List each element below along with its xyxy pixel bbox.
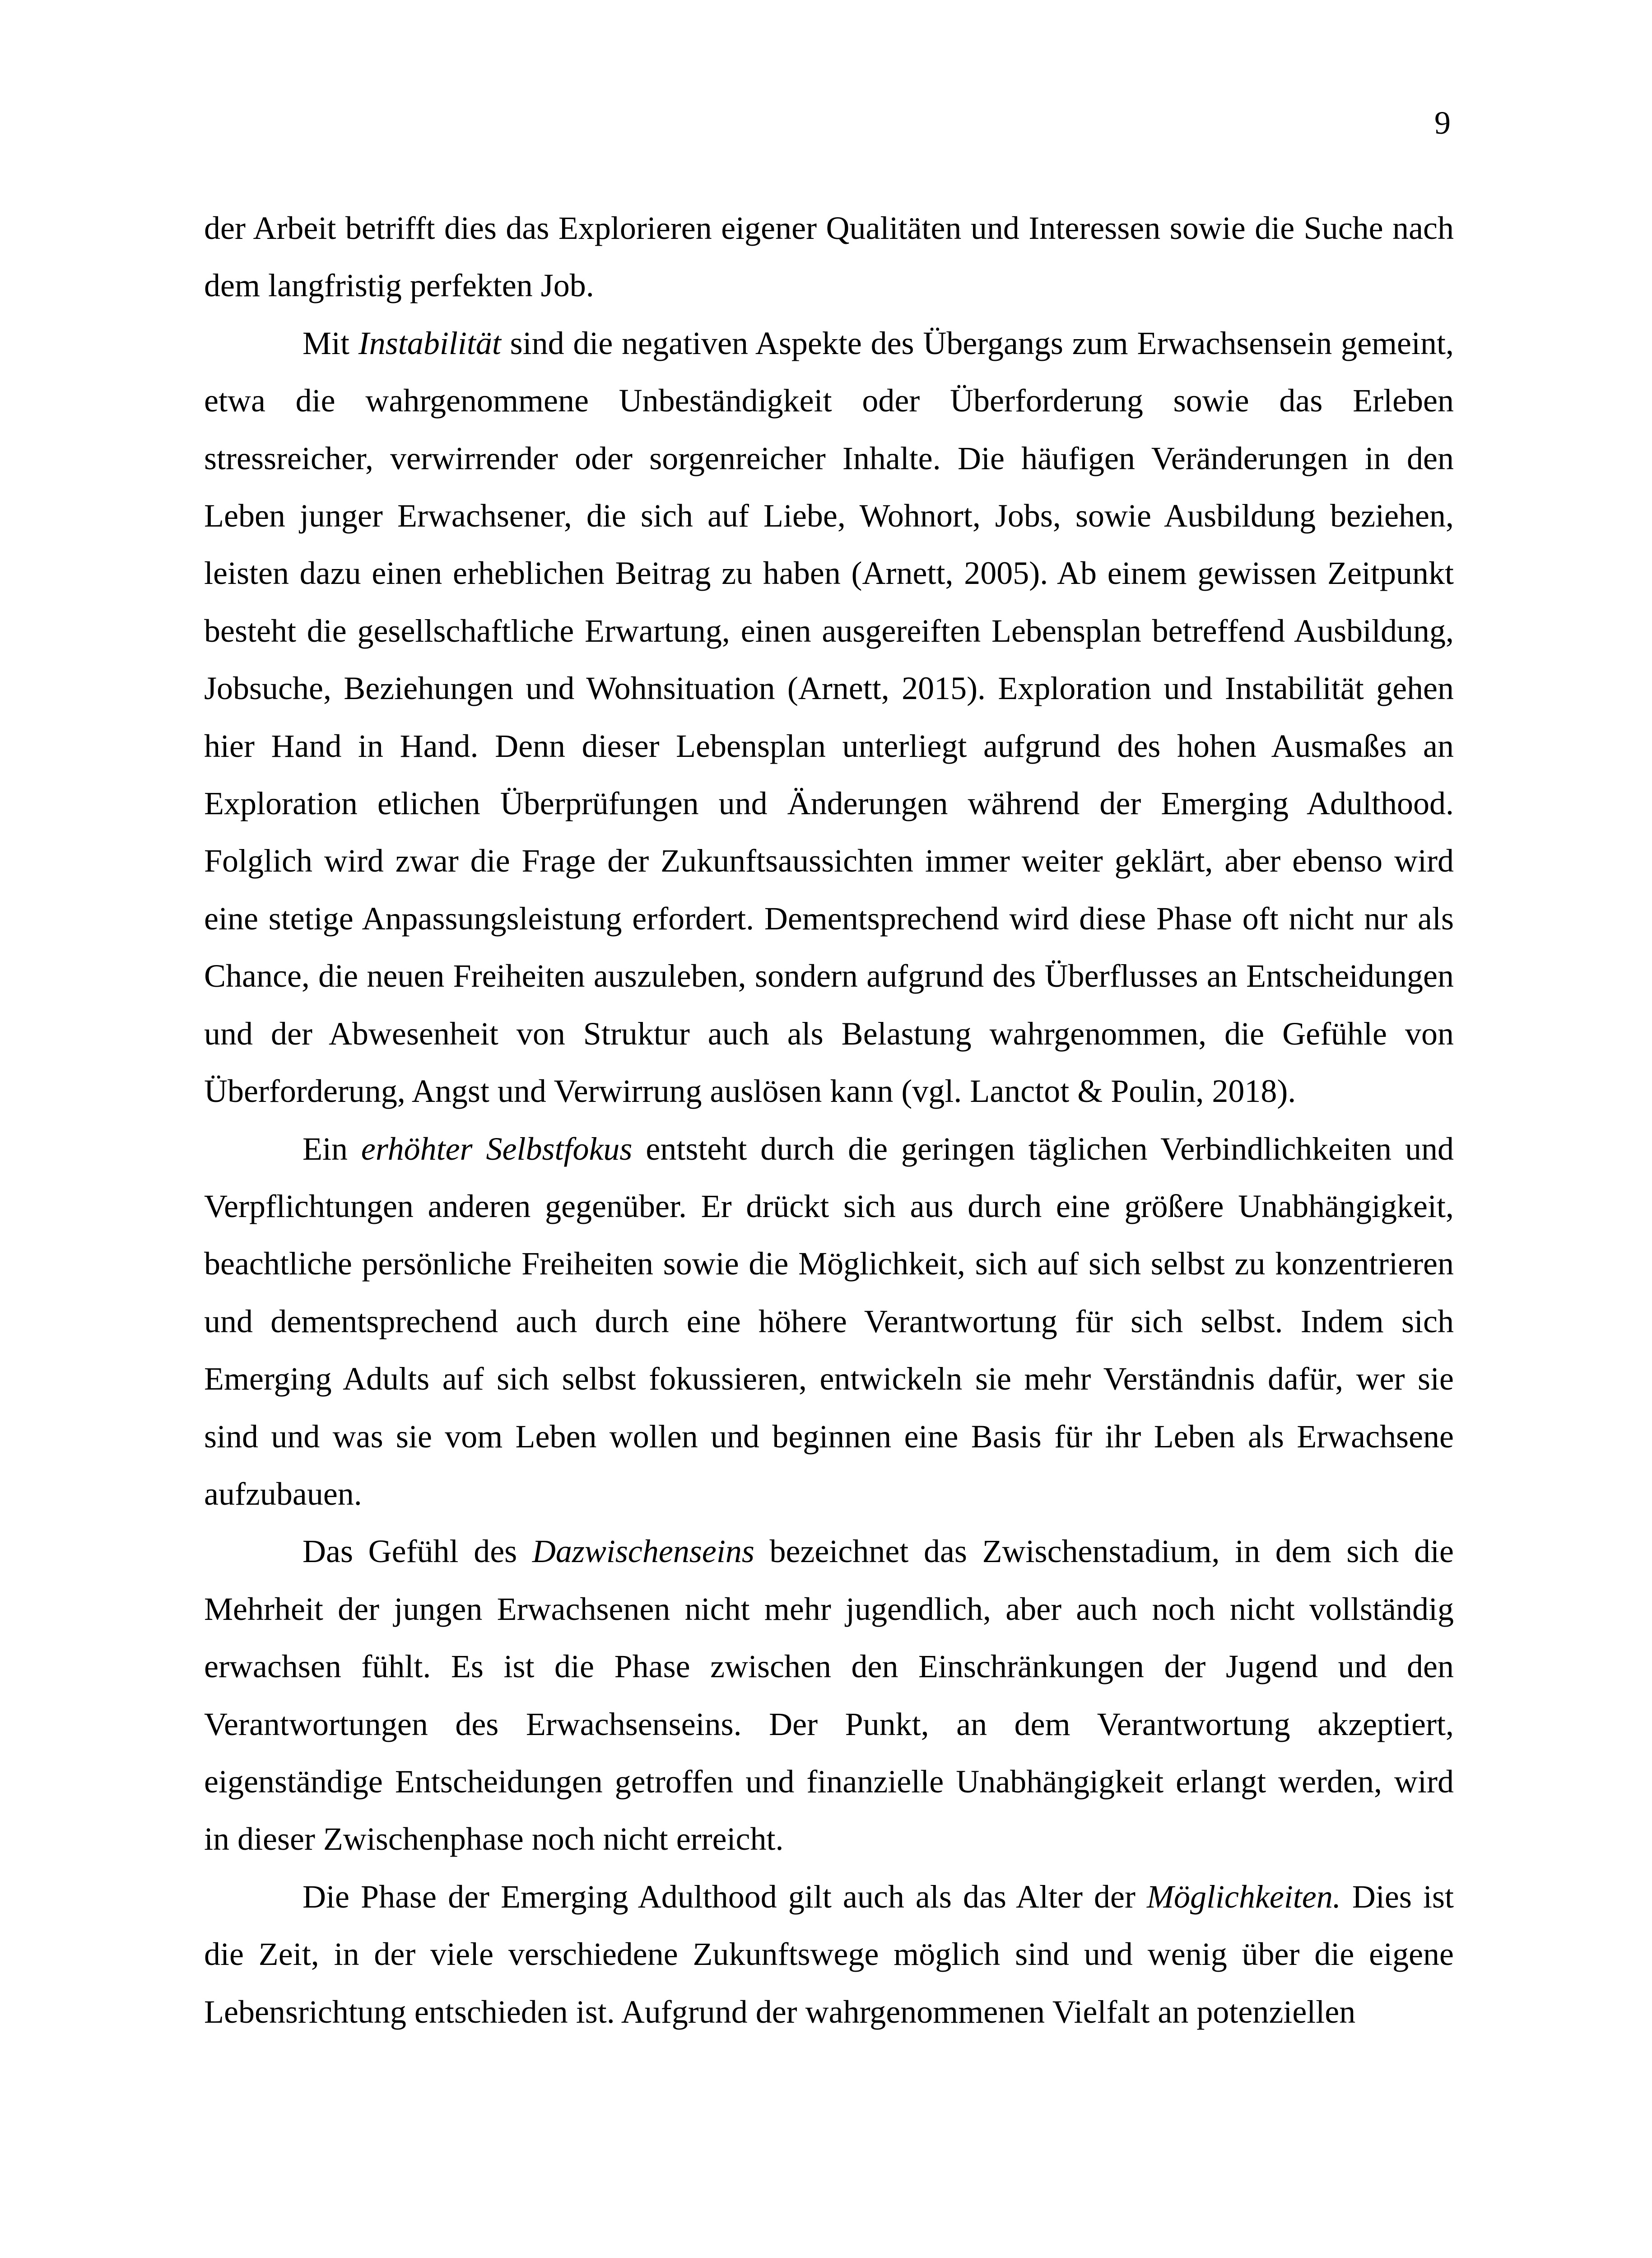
paragraph-text: entsteht durch die geringen täglichen Verbindlichkeiten und Verpflichtungen anderen gegenüber. Er drückt sich aus durch eine größere Unabhängigkeit, beachtliche persönliche Freiheiten sowie die Möglichkeit, sich auf sich selbst zu konzentrieren und dementsprechend auch durch eine höhere Verantwortung für sich selbst. Indem sich Emerging Adults auf sich selbst fokussieren, entwickeln sie mehr Verständnis dafür, wer sie sind und was sie vom Leben wollen und beginnen eine Basis für ihr Leben als Erwachsene aufzubauen. — [204, 1130, 1454, 1512]
paragraph-1 — [204, 200, 1454, 315]
page-number: 9 — [1434, 105, 1451, 141]
paragraph-text: Dies ist die Zeit, in der viele verschiedene Zukunftswege möglich sind und wenig über die eigene Lebensrichtung entschieden ist. Aufgrund der wahrgenommenen Vielfalt an potenziellen — [204, 1878, 1454, 2030]
paragraph-text: der Arbeit betrifft dies das Explorieren eigener Qualitäten und Interessen sowie die Suche nach dem langfristig perfekten Job. — [204, 210, 1454, 304]
emphasized-term: Möglichkeiten. — [1147, 1878, 1341, 1915]
paragraph-text: Das Gefühl des — [302, 1533, 532, 1570]
paragraph-4 — [204, 1523, 1454, 1868]
emphasized-term: Instabilität — [358, 325, 501, 361]
paragraph-text: Die Phase der Emerging Adulthood gilt auch als das Alter der — [302, 1878, 1147, 1915]
paragraph-text: Mit — [302, 325, 358, 361]
paragraph-2 — [204, 315, 1454, 1120]
paragraph-5 — [204, 1868, 1454, 2041]
paragraph-text: Ein — [302, 1130, 361, 1167]
emphasized-term: Dazwischenseins — [532, 1533, 754, 1570]
body-text — [204, 200, 1454, 2041]
paragraph-text: bezeichnet das Zwischenstadium, in dem sich die Mehrheit der jungen Erwachsenen nicht mehr jugendlich, aber auch noch nicht vollständig erwachsen fühlt. Es ist die Phase zwischen den Einschränkungen der Jugend und den Verantwortungen des Erwachsenseins. Der Punkt, an dem Verantwortung akzeptiert, eigenständige Entscheidungen getroffen und finanzielle Unabhängigkeit erlangt werden, wird in dieser Zwischenphase noch nicht erreicht. — [204, 1533, 1454, 1857]
paragraph-text: sind die negativen Aspekte des Übergangs zum Erwachsensein gemeint, etwa die wahrgenommene Unbeständigkeit oder Überforderung sowie das Erleben stressreicher, verwirrender oder sorgenreicher Inhalte. Die häufigen Veränderungen in den Leben junger Erwachsener, die sich auf Liebe, Wohnort, Jobs, sowie Ausbildung beziehen, leisten dazu einen erheblichen Beitrag zu haben (Arnett, 2005). Ab einem gewissen Zeitpunkt besteht die gesellschaftliche Erwartung, einen ausgereiften Lebensplan betreffend Ausbildung, Jobsuche, Beziehungen und Wohnsituation (Arnett, 2015). Exploration und Instabilität gehen hier Hand in Hand. Denn dieser Lebensplan unterliegt aufgrund des hohen Ausmaßes an Exploration etlichen Überprüfungen und Änderungen während der Emerging Adulthood. Folglich wird zwar die Frage der Zukunftsaussichten immer weiter geklärt, aber ebenso wird eine stetige Anpassungsleistung erfordert. Dementsprechend wird diese Phase oft nicht nur als Chance, die neuen Freiheiten auszuleben, sondern aufgrund des Überflusses an Entscheidungen und der Abwesenheit von Struktur auch als Belastung wahrgenommen, die Gefühle von Überforderung, Angst und Verwirrung auslösen kann (vgl. Lanctot & Poulin, 2018). — [204, 325, 1454, 1110]
paragraph-3 — [204, 1120, 1454, 1523]
emphasized-term: erhöhter Selbstfokus — [361, 1130, 633, 1167]
